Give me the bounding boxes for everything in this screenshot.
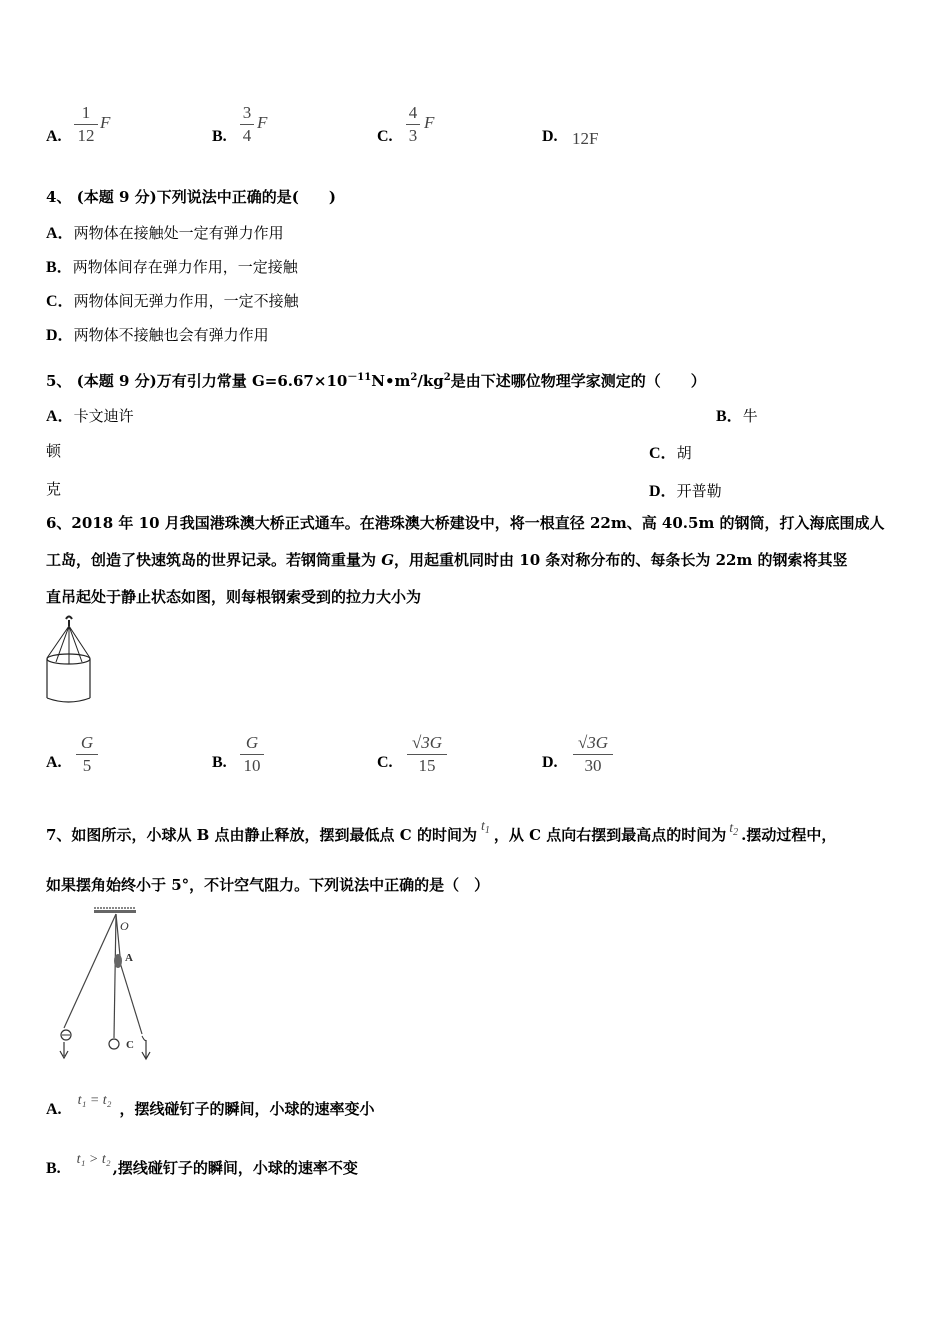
q6-option-a-den: 5	[82, 756, 92, 775]
q4-option-c-text: 两物体间无弹力作用，一定不接触	[73, 292, 299, 310]
q5-option-c-text1: 胡	[676, 444, 692, 462]
q5-option-c[interactable]	[649, 440, 692, 463]
q6-option-c-fraction	[407, 733, 447, 776]
pendulum-figure	[50, 906, 160, 1062]
q7-stem-line1	[46, 819, 837, 845]
q7-option-b-text: ,摆线碰钉子的瞬间，小球的速率不变	[112, 1159, 358, 1177]
q5-option-b-label: B．	[716, 408, 743, 425]
t1-symbol: $t_1$	[480, 819, 490, 836]
q6-stem-line1: 6、2018 年 10 月我国港珠澳大桥正式通车。在港珠澳大桥建设中，将一根直径 22m、高 40.5m 的钢筒，打入海底围成人	[46, 514, 885, 532]
q5-stem-sup3: 2	[443, 372, 451, 383]
q5-option-a-label: A．	[46, 408, 74, 425]
q5-option-b[interactable]	[716, 403, 758, 426]
q6-option-b-num: G	[245, 733, 259, 752]
q4-option-b[interactable]	[46, 254, 298, 277]
q5-stem-suffix: 是由下述哪位物理学家测定的（ ）	[450, 372, 706, 390]
q3-option-b-num: 3	[242, 103, 252, 122]
q7-stem-line1-b: ，从 C 点向右摆到最高点的时间为	[493, 826, 727, 844]
q5-option-d[interactable]	[649, 478, 722, 501]
q5-option-d-label: D．	[649, 483, 677, 500]
q5-stem-exp: －11	[347, 372, 372, 383]
pendulum-label-o: O	[120, 919, 129, 933]
steel-cylinder-figure	[44, 614, 94, 706]
q5-option-b-cont: 顿	[46, 442, 62, 460]
q3-option-a-fraction	[74, 103, 98, 146]
q3-option-b-var: F	[257, 113, 268, 132]
q7-option-b-label: B.	[46, 1160, 61, 1177]
q5-option-a-text: 卡文迪许	[73, 407, 134, 425]
q6-option-a-fraction	[76, 733, 98, 776]
q5-stem-sup2: 2	[410, 372, 418, 383]
q4-option-b-label: B．	[46, 259, 73, 276]
q5-stem	[46, 368, 706, 391]
q3-option-b-label[interactable]: B.	[212, 128, 227, 145]
q7-option-a-text: ，摆线碰钉子的瞬间，小球的速率变小	[119, 1100, 375, 1118]
q4-option-c-label: C．	[46, 293, 74, 310]
q4-option-a-label: A．	[46, 225, 74, 242]
q4-option-d[interactable]	[46, 322, 269, 345]
t2-symbol: $t_2$	[729, 821, 739, 838]
q7-stem-line1-c: .摆动过程中，	[741, 826, 837, 844]
q3-option-a-num: 1	[81, 103, 91, 122]
q5-stem-mid2: /kg	[417, 372, 444, 390]
q7-option-b-math: t₁ > t₂	[76, 1152, 111, 1167]
q6-option-a-num: G	[80, 733, 94, 752]
q3-option-a-label[interactable]: A.	[46, 128, 62, 145]
q3-option-c-num: 4	[408, 103, 418, 122]
q4-option-d-label: D．	[46, 327, 74, 344]
q5-option-b-text1: 牛	[742, 407, 758, 425]
q6-option-b-fraction	[240, 733, 264, 776]
q4-option-d-text: 两物体不接触也会有弹力作用	[73, 326, 269, 344]
q4-option-a[interactable]	[46, 220, 284, 243]
q5-option-d-text: 开普勒	[676, 482, 722, 500]
q6-option-c-den: 15	[418, 756, 436, 775]
q7-option-a-math: t₁ = t₂	[77, 1093, 112, 1108]
q4-stem: 4、 (本题 9 分)下列说法中正确的是( )	[46, 188, 336, 206]
pendulum-label-a: A	[125, 952, 133, 964]
q3-option-b-den: 4	[242, 126, 252, 145]
q6-option-d-den: 30	[584, 756, 602, 775]
q6-option-d-label[interactable]: D.	[542, 754, 558, 771]
q6-option-d-fraction	[573, 733, 613, 776]
q6-option-d-num: √3G	[577, 733, 609, 752]
q3-option-d-label[interactable]: D.	[542, 128, 558, 145]
q6-option-a-label[interactable]: A.	[46, 754, 62, 771]
q6-option-b-label[interactable]: B.	[212, 754, 227, 771]
q6-stem-line2-b: ，用起重机同时由 10 条对称分布的、每条长为 22m 的钢索将其竖	[394, 551, 848, 569]
q7-stem-line2: 如果摆角始终小于 5°，不计空气阻力。下列说法中正确的是（ ）	[46, 876, 490, 894]
pendulum-label-c: C	[126, 1039, 134, 1051]
q3-option-c-den: 3	[408, 126, 418, 145]
q5-stem-mid: N•m	[371, 372, 411, 390]
q4-option-b-text: 两物体间存在弹力作用，一定接触	[72, 258, 298, 276]
q6-stem-line2-a: 工岛，创造了快速筑岛的世界记录。若钢筒重量为	[46, 551, 382, 569]
q6-stem-line2	[46, 549, 848, 570]
q6-option-b-den: 10	[243, 756, 261, 775]
q7-option-a[interactable]	[46, 1093, 375, 1119]
q6-stem-line2-g: G	[381, 551, 395, 569]
q7-option-b[interactable]	[46, 1152, 358, 1178]
q6-stem-line3: 直吊起处于静止状态如图，则每根钢索受到的拉力大小为	[46, 588, 422, 606]
q3-option-a-var: F	[100, 113, 111, 132]
q3-option-d-text: 12F	[572, 129, 599, 148]
q3-option-c-var: F	[424, 113, 435, 132]
q5-option-c-cont: 克	[46, 480, 62, 498]
q3-option-c-fraction	[406, 103, 420, 146]
q5-stem-prefix: 5、 (本题 9 分)万有引力常量 G=6.67×10	[46, 372, 348, 390]
q4-option-a-text: 两物体在接触处一定有弹力作用	[73, 224, 284, 242]
q6-option-c-label[interactable]: C.	[377, 754, 393, 771]
q3-option-c-label[interactable]: C.	[377, 128, 393, 145]
q3-option-a-den: 12	[77, 126, 95, 145]
q4-option-c[interactable]	[46, 288, 299, 311]
q5-option-a[interactable]	[46, 403, 134, 426]
q7-stem-line1-a: 7、如图所示，小球从 B 点由静止释放，摆到最低点 C 的时间为	[46, 826, 477, 844]
q5-option-c-label: C．	[649, 445, 677, 462]
q3-option-b-fraction	[240, 103, 254, 146]
q6-option-c-num: √3G	[411, 733, 443, 752]
q7-option-a-label: A.	[46, 1101, 62, 1118]
